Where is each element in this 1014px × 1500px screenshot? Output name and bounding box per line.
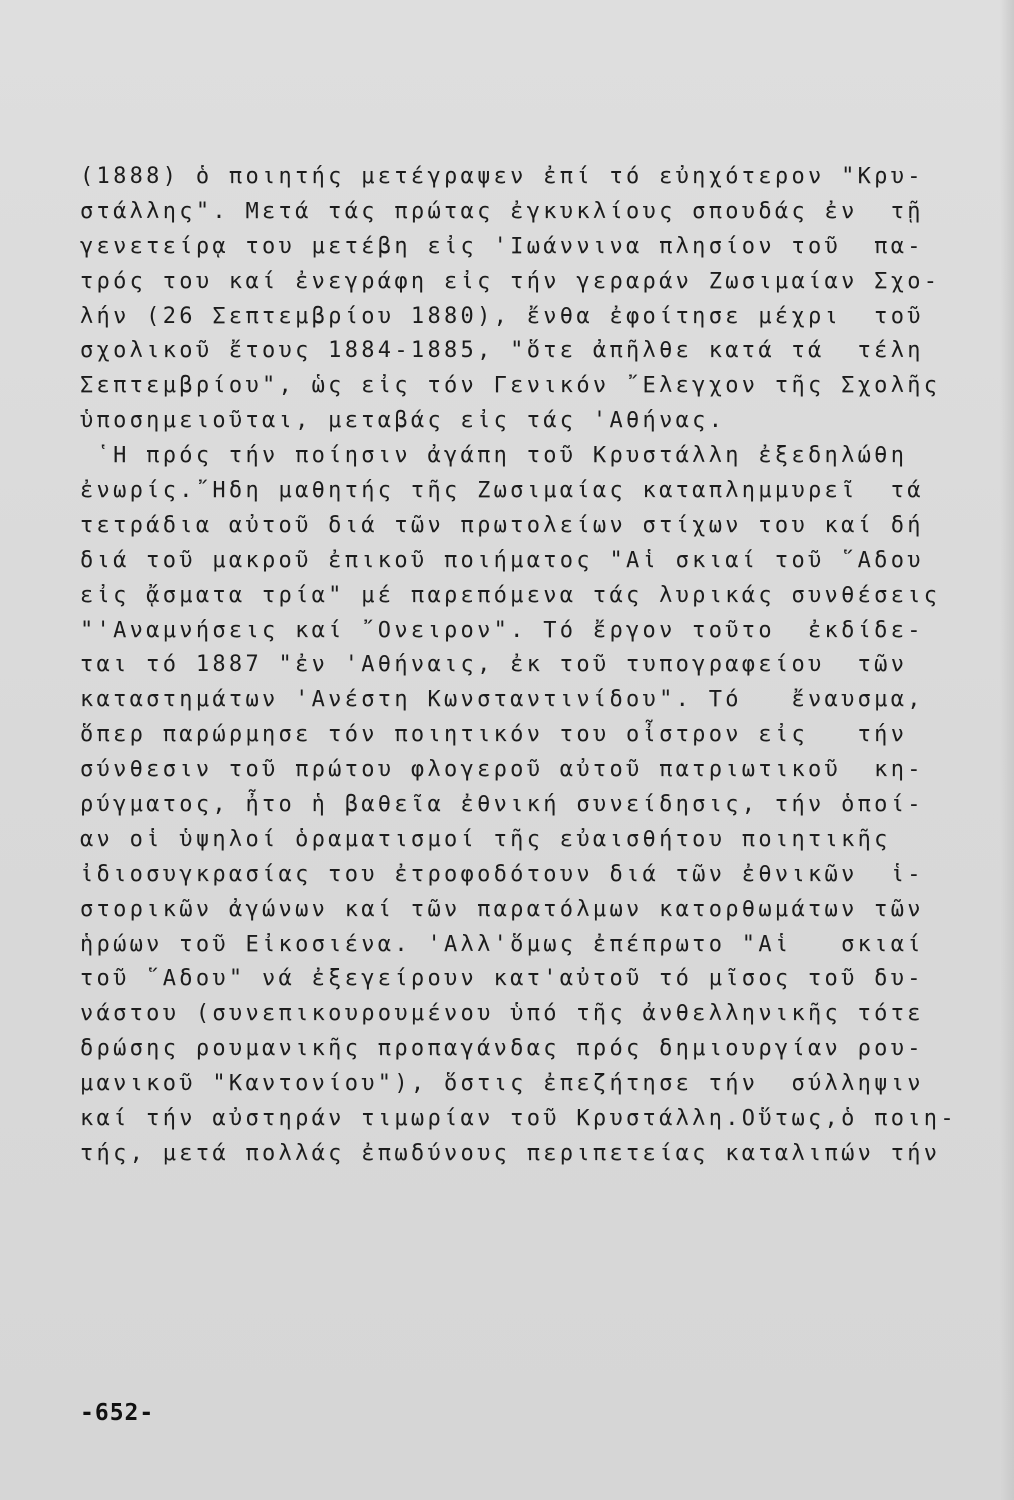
text-line-9: ῾Η πρός τήν ποίησιν ἀγάπη τοῦ Κρυστάλλη ἐξεδηλώθη xyxy=(80,443,908,469)
text-line-21: ἰδιοσυγκρασίας του ἐτροφοδότουν διά τῶν ἐθνικῶν ἱ- xyxy=(80,861,924,887)
text-line-1: (1888) ὁ ποιητής μετέγραψεν ἐπί τό εὐηχότερον "Κρυ- xyxy=(80,164,924,189)
text-line-14: "'Αναμνήσεις καί ῎Ονειρον". Τό ἔργον τοῦτο ἐκδίδε- xyxy=(80,617,924,643)
body-text xyxy=(80,160,965,1172)
text-line-24: τοῦ ῞Αδου" νά ἐξεγείρουν κατ'αὐτοῦ τό μῖσος τοῦ δυ- xyxy=(80,966,924,992)
text-line-12: διά τοῦ μακροῦ ἐπικοῦ ποιήματος "Αἱ σκιαί τοῦ ῞Αδου xyxy=(80,547,924,573)
text-line-11: τετράδια αὐτοῦ διά τῶν πρωτολείων στίχων του καί δή xyxy=(80,512,924,538)
text-line-5: λήν (26 Σεπτεμβρίου 1880), ἔνθα ἐφοίτησε μέχρι τοῦ xyxy=(80,303,924,329)
text-line-3: γενετείρᾳ του μετέβη εἰς 'Ιωάννινα πλησίον τοῦ πα- xyxy=(80,233,924,259)
text-line-6: σχολικοῦ ἔτους 1884-1885, "ὅτε ἀπῆλθε κατά τά τέλη xyxy=(80,338,924,364)
text-line-29: τής, μετά πολλάς ἐπωδύνους περιπετείας καταλιπών τήν xyxy=(80,1140,941,1166)
text-line-4: τρός του καί ἐνεγράφη εἰς τήν γεραράν Ζωσιμαίαν Σχο- xyxy=(80,268,941,294)
text-line-17: ὅπερ παρώρμησε τόν ποιητικόν του οἶστρον εἰς τήν xyxy=(80,722,908,748)
text-line-7: Σεπτεμβρίου", ὡς εἰς τόν Γενικόν ῎Ελεγχον τῆς Σχολῆς xyxy=(80,373,941,399)
text-line-28: καί τήν αὐστηράν τιμωρίαν τοῦ Κρυστάλλη.Οὕτως,ὁ ποιη- xyxy=(80,1106,957,1132)
text-line-10: ἐνωρίς.῎Ηδη μαθητής τῆς Ζωσιμαίας καταπλημμυρεῖ τά xyxy=(80,478,924,504)
text-line-20: αν οἱ ὑψηλοί ὁραματισμοί τῆς εὐαισθήτου ποιητικῆς xyxy=(80,826,891,852)
text-line-8: ὑποσημειοῦται, μεταβάς εἰς τάς 'Αθήνας. xyxy=(80,408,726,434)
text-line-22: στορικῶν ἀγώνων καί τῶν παρατόλμων κατορθωμάτων τῶν xyxy=(80,896,924,922)
page-number: -652- xyxy=(80,1400,155,1426)
text-line-18: σύνθεσιν τοῦ πρώτου φλογεροῦ αὐτοῦ πατριωτικοῦ κη- xyxy=(80,757,924,783)
text-line-25: νάστου (συνεπικουρουμένου ὑπό τῆς ἀνθελληνικῆς τότε xyxy=(80,1001,924,1027)
text-line-23: ἡρώων τοῦ Εἰκοσιένα. 'Αλλ'ὅμως ἐπέπρωτο "Αἱ σκιαί xyxy=(80,931,924,957)
text-line-27: μανικοῦ "Καντονίου"), ὅστις ἐπεζήτησε τήν σύλληψιν xyxy=(80,1071,924,1097)
text-line-15: ται τό 1887 "ἐν 'Αθήναις, ἐκ τοῦ τυπογραφείου τῶν xyxy=(80,652,908,678)
text-line-16: καταστημάτων 'Ανέστη Κωνσταντινίδου". Τό ἔναυσμα, xyxy=(80,687,924,713)
text-line-19: ρύγματος, ἦτο ἡ βαθεῖα ἐθνική συνείδησις, τήν ὁποί- xyxy=(80,792,924,818)
text-line-13: εἰς ᾄσματα τρία" μέ παρεπόμενα τάς λυρικάς συνθέσεις xyxy=(80,582,941,608)
text-line-26: δρώσης ρουμανικῆς προπαγάνδας πρός δημιουργίαν ρου- xyxy=(80,1036,924,1062)
text-line-2: στάλλης". Μετά τάς πρώτας ἐγκυκλίους σπουδάς ἐν τῇ xyxy=(80,198,924,224)
